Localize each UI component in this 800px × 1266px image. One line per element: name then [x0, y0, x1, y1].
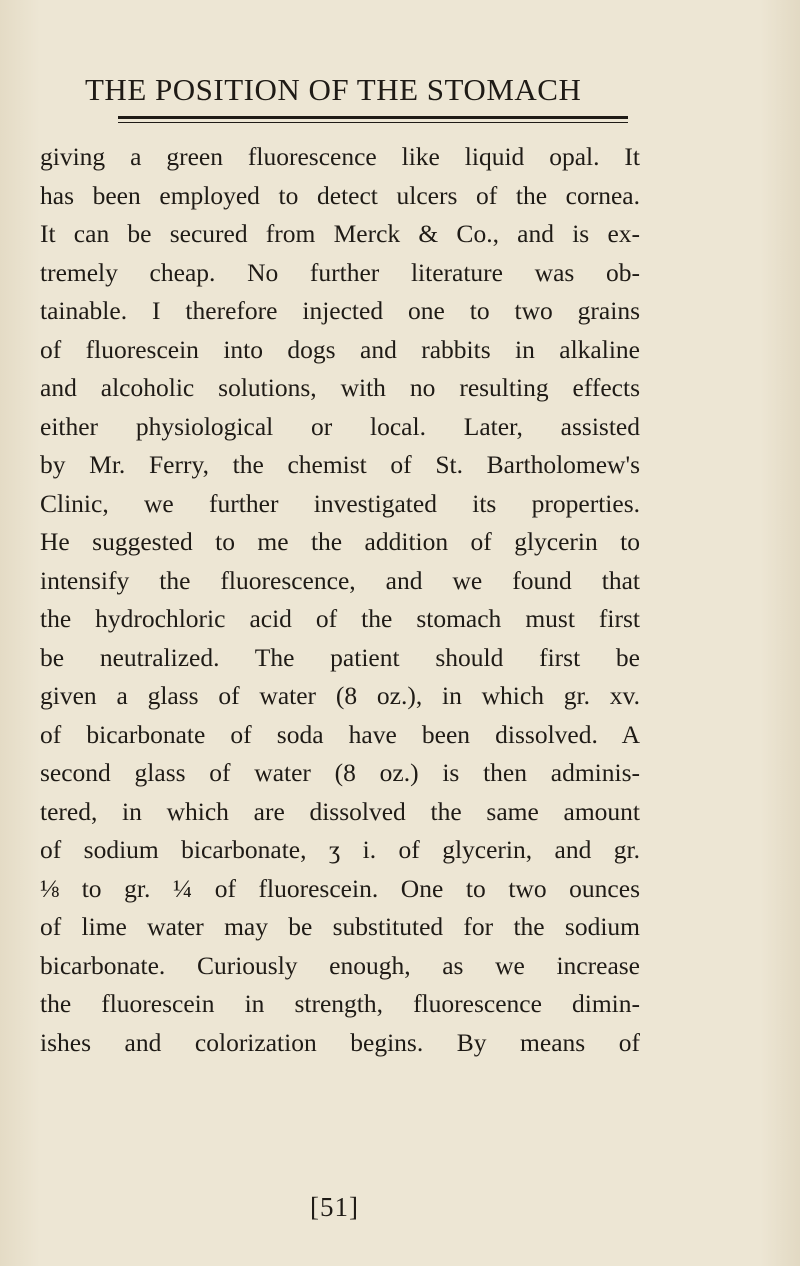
text-line: and alcoholic solutions, with no resulting effects: [40, 373, 640, 402]
text-line: He suggested to me the addition of glycerin to: [40, 527, 640, 556]
text-line: It can be secured from Merck & Co., and is ex-: [40, 219, 640, 248]
text-line: Clinic, we further investigated its properties.: [40, 488, 640, 518]
head-rule: [118, 116, 628, 119]
text-line: of bicarbonate of soda have been dissolved. A: [40, 719, 640, 749]
head-rule-thin: [118, 122, 628, 123]
text-line: be neutralized. The patient should first be: [40, 642, 640, 672]
text-line: ⅛ to gr. ¼ of fluorescein. One to two ounces: [40, 873, 640, 903]
text-line: of fluorescein into dogs and rabbits in alkaline: [40, 334, 640, 364]
text-line: tainable. I therefore injected one to two grains: [40, 296, 640, 325]
text-line: giving a green fluorescence like liquid opal. It: [40, 142, 640, 171]
text-line: bicarbonate. Curiously enough, as we increase: [40, 950, 640, 980]
body-text: [40, 138, 640, 1062]
text-line: by Mr. Ferry, the chemist of St. Bartholomew's: [40, 450, 640, 479]
text-line: of lime water may be substituted for the sodium: [40, 912, 640, 941]
text-line: the hydrochloric acid of the stomach must first: [40, 604, 640, 633]
text-line: intensify the fluorescence, and we found that: [40, 565, 640, 595]
page-number: [51]: [310, 1192, 359, 1222]
text-line: ishes and colorization begins. By means of: [40, 1027, 640, 1057]
text-line: the fluorescein in strength, fluorescence dimin-: [40, 989, 640, 1018]
running-head: THE POSITION OF THE STOMACH: [85, 72, 582, 107]
text-line: of sodium bicarbonate, ʒ i. of glycerin, and gr.: [40, 835, 640, 864]
text-line: tremely cheap. No further literature was ob-: [40, 257, 640, 287]
text-line: tered, in which are dissolved the same amount: [40, 796, 640, 826]
text-line: second glass of water (8 oz.) is then adminis-: [40, 758, 640, 787]
text-line: either physiological or local. Later, assisted: [40, 411, 640, 441]
text-line: given a glass of water (8 oz.), in which gr. xv.: [40, 681, 640, 710]
text-line: has been employed to detect ulcers of the cornea.: [40, 180, 640, 210]
